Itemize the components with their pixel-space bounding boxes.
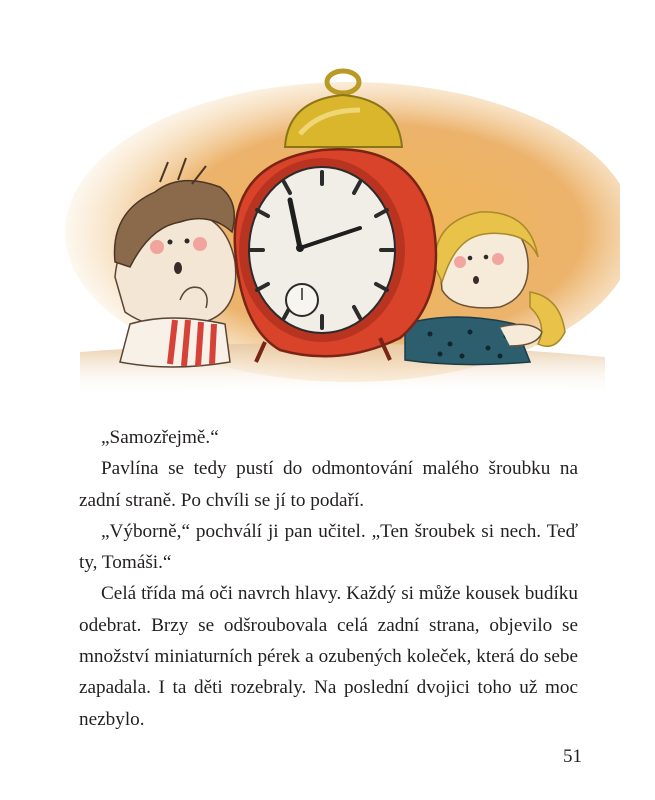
paragraph-1: „Samozřejmě.“ (101, 427, 219, 448)
story-text (79, 422, 578, 735)
paragraph-2: Pavlína se tedy pustí do odmontování malého šroubku na zadní straně. Po chvíli se jí to podaří. (79, 458, 578, 511)
alarm-clock-illustration (60, 62, 620, 407)
page-number: 51 (563, 746, 582, 767)
paragraph-3: „Výborně,“ pochválí ji pan učitel. „Ten šroubek si nech. Teď ty, Tomáši.“ (79, 520, 578, 574)
paragraph-4: Celá třída má oči navrch hlavy. Každý si může kousek budíku odebrat. Brzy se odšroubovala celá zadní strana, objevilo se množství miniaturních pérek a ozubených koleček, která do sebe zapadala. I ta děti rozebraly. Na poslední dvojici toho už moc nezbylo. (79, 583, 578, 730)
clock-face (249, 167, 395, 333)
